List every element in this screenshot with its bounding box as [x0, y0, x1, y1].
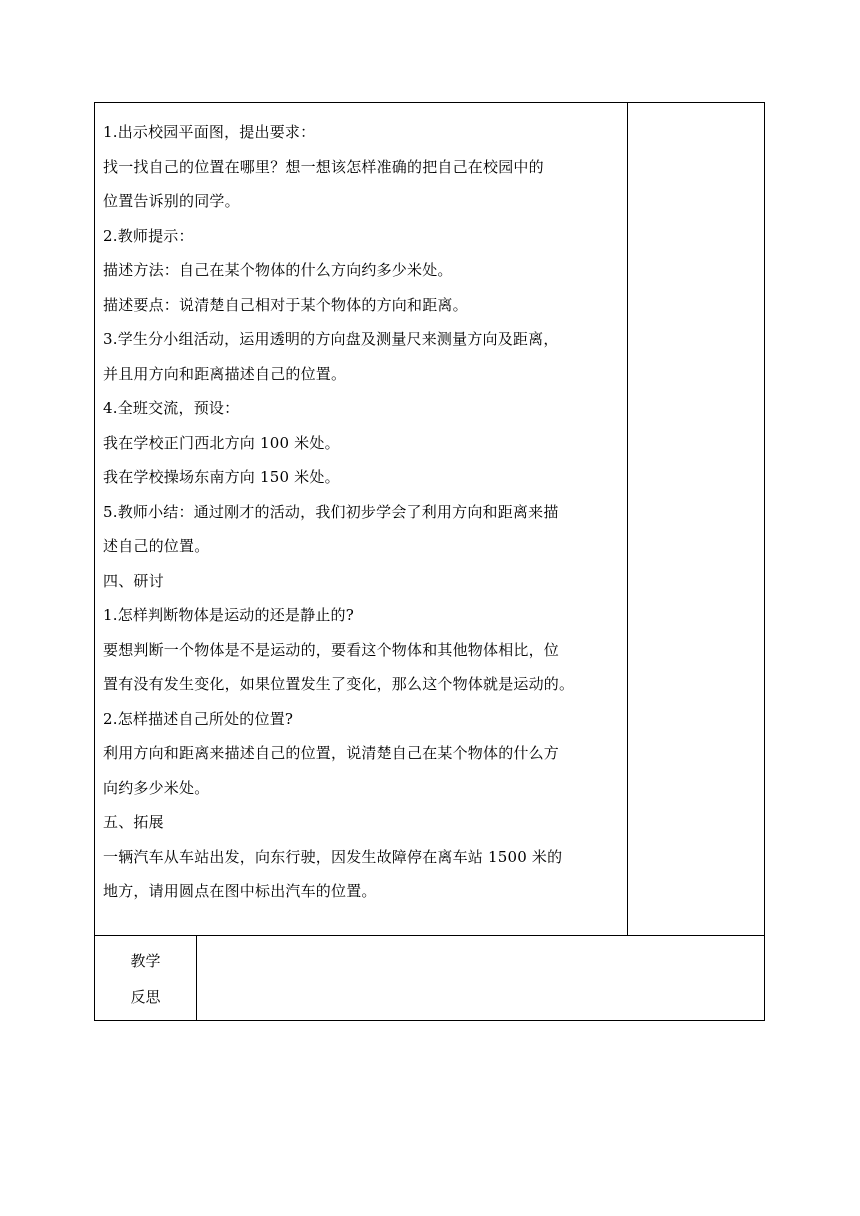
content-line: 利用方向和距离来描述自己的位置，说清楚自己在某个物体的什么方 [103, 744, 560, 762]
content-line: 3.学生分小组活动，运用透明的方向盘及测量尺来测量方向及距离， [103, 330, 559, 348]
content-line: 我在学校操场东南方向 150 米处。 [103, 468, 340, 486]
section-heading: 四、研讨 [103, 571, 164, 590]
content-line: 并且用方向和距离描述自己的位置。 [103, 364, 347, 383]
lesson-content-cell [95, 103, 628, 935]
content-line: 要想判断一个物体是不是运动的，要看这个物体和其他物体相比，位 [103, 640, 560, 659]
content-line: 置有没有发生变化，如果位置发生了变化，那么这个物体就是运动的。 [103, 675, 575, 693]
notes-cell [628, 103, 764, 935]
content-line: 地方，请用圆点在图中标出汽车的位置。 [103, 882, 377, 900]
content-line: 我在学校正门西北方向 100 米处。 [103, 433, 340, 452]
content-line: 述自己的位置。 [103, 537, 210, 555]
reflection-row [95, 936, 764, 1020]
content-line: 描述要点：说清楚自己相对于某个物体的方向和距离。 [103, 295, 468, 314]
content-line: 1.怎样判断物体是运动的还是静止的? [103, 606, 354, 624]
content-line: 位置告诉别的同学。 [103, 192, 240, 210]
content-line: 找一找自己的位置在哪里？想一想该怎样准确的把自己在校园中的 [103, 157, 544, 176]
reflection-label-cell [95, 936, 197, 1020]
lesson-content-row [95, 103, 764, 936]
content-line: 4.全班交流，预设： [103, 399, 240, 417]
content-line: 1.出示校园平面图，提出要求： [103, 123, 316, 141]
content-line: 2.怎样描述自己所处的位置? [103, 709, 294, 728]
reflection-label-line1: 教学 [130, 952, 161, 970]
reflection-body-cell [197, 936, 764, 1020]
reflection-label-line2: 反思 [130, 988, 161, 1006]
content-line: 2.教师提示： [103, 226, 194, 245]
content-line: 描述方法：自己在某个物体的什么方向约多少米处。 [103, 261, 453, 279]
lesson-plan-table [94, 102, 765, 1021]
content-line: 向约多少米处。 [103, 778, 210, 797]
content-line: 5.教师小结：通过刚才的活动，我们初步学会了利用方向和距离来描 [103, 502, 559, 521]
section-heading: 五、拓展 [103, 813, 164, 831]
content-line: 一辆汽车从车站出发，向东行驶，因发生故障停在离车站 1500 米的 [103, 847, 563, 866]
